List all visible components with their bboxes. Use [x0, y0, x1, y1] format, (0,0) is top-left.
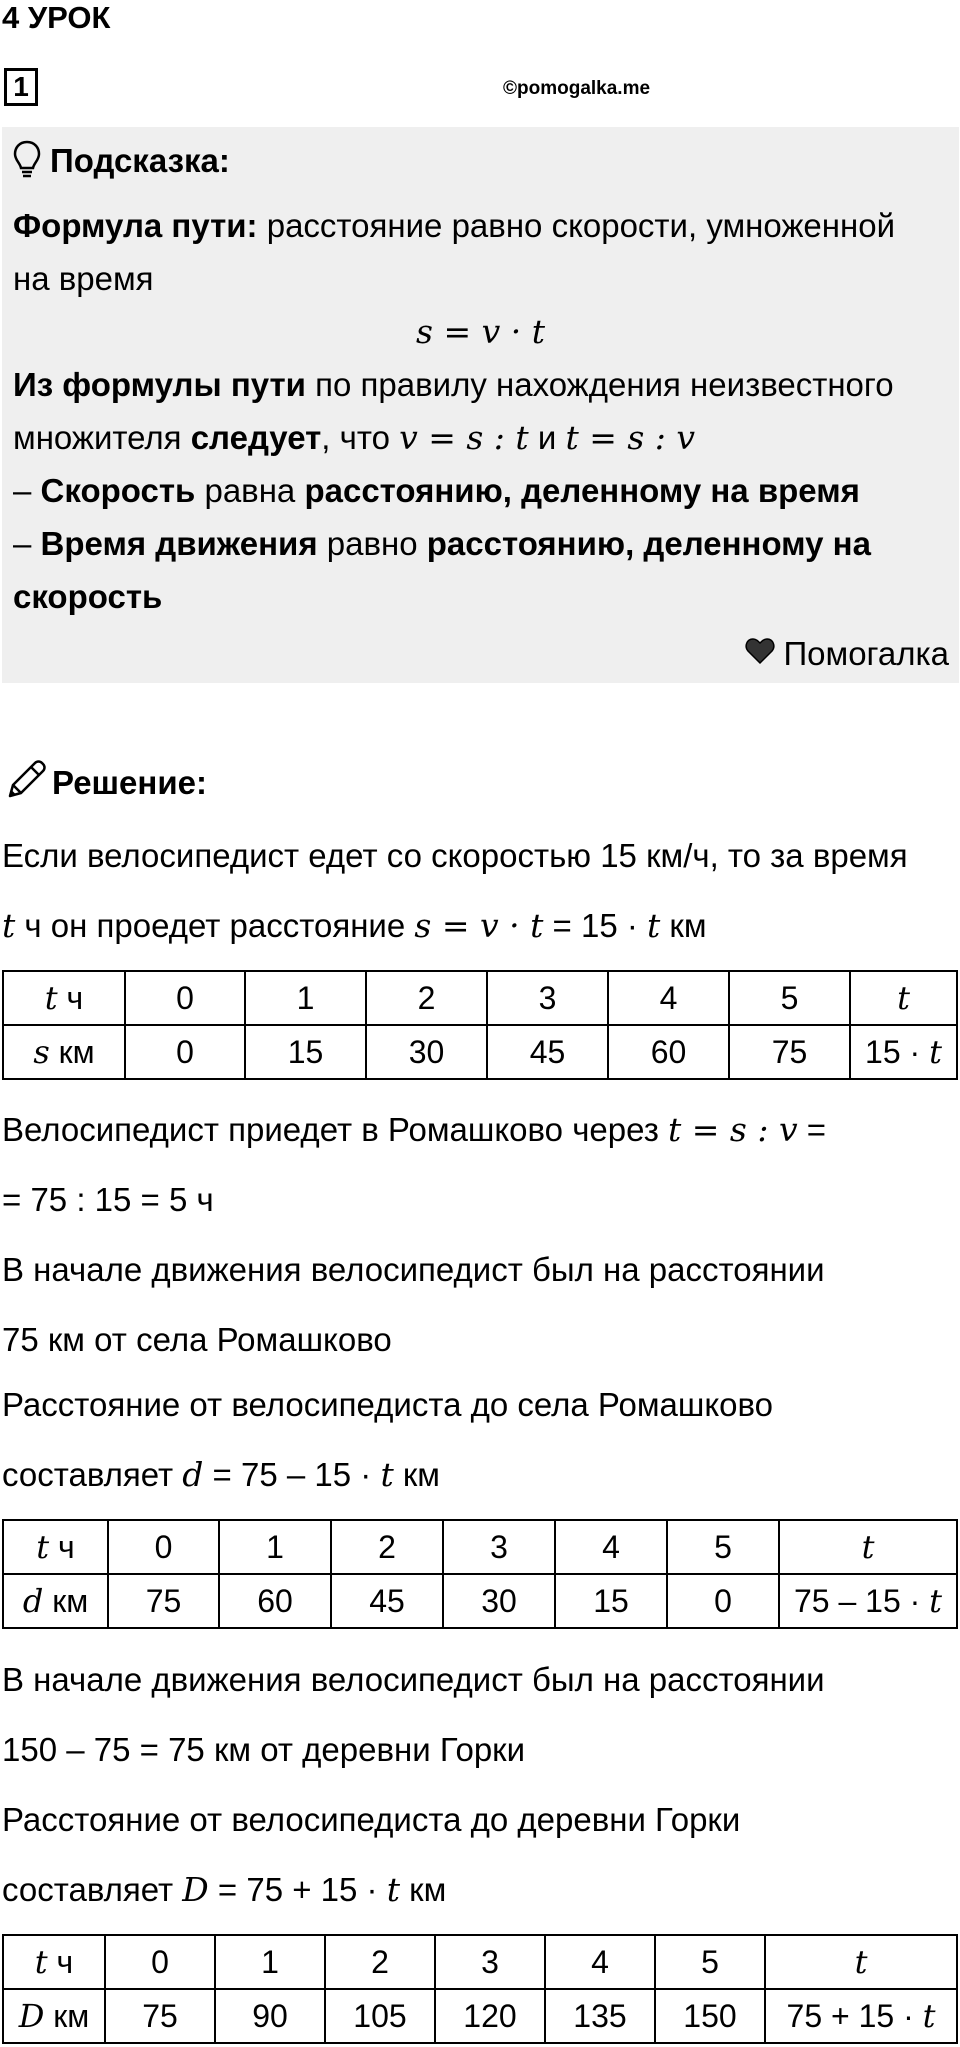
lightbulb-icon [12, 139, 42, 184]
table-cell: 15 · t [850, 1025, 957, 1079]
solution-p3: Велосипедист приедет в Ромашково через t = s : v = [2, 1110, 827, 1149]
table-cell: t ч [3, 971, 125, 1025]
table-cell: 15 [555, 1574, 667, 1628]
table-row [3, 971, 957, 1025]
solution-p2: t ч он проедет расстояние s = v · t = 15 · t км [2, 906, 707, 945]
hint-line-8: скорость [13, 578, 163, 615]
table-row [3, 1989, 957, 2043]
hint-title: Подсказка: [50, 142, 230, 179]
table-cell: 60 [608, 1025, 729, 1079]
table-row [3, 1025, 957, 1079]
hint-line-4: Из формулы пути по правилу нахождения неизвестного [13, 366, 894, 403]
table-cell: 2 [331, 1520, 443, 1574]
table-cell: 75 – 15 · t [779, 1574, 957, 1628]
heart-icon [745, 635, 775, 673]
table-distance-d [2, 1519, 958, 1629]
hint-header [12, 139, 230, 183]
table-cell: 3 [487, 971, 608, 1025]
table-cell: 1 [215, 1935, 325, 1989]
pencil-icon [4, 758, 48, 807]
table-cell: 3 [443, 1520, 555, 1574]
task-number: 1 [4, 68, 38, 106]
table-cell: 45 [331, 1574, 443, 1628]
table-cell: 0 [105, 1935, 215, 1989]
table-row [3, 1935, 957, 1989]
table-cell: 45 [487, 1025, 608, 1079]
table-cell: t [850, 971, 957, 1025]
table-cell: 105 [325, 1989, 435, 2043]
table-cell: 5 [667, 1520, 779, 1574]
table-cell: 30 [443, 1574, 555, 1628]
solution-p7: Расстояние от велосипедиста до села Ромашково [2, 1386, 774, 1423]
brand-label: Помогалка [783, 635, 949, 672]
table-cell: t ч [3, 1520, 108, 1574]
hint-box [2, 127, 959, 683]
table-cell: 75 [729, 1025, 850, 1079]
table-cell: t ч [3, 1935, 105, 1989]
table-cell: d км [3, 1574, 108, 1628]
table-cell: 75 + 15 · t [765, 1989, 957, 2043]
solution-p4: = 75 : 15 = 5 ч [2, 1181, 214, 1218]
table-distance-s [2, 970, 958, 1080]
table-cell: 30 [366, 1025, 487, 1079]
table-row [3, 1520, 957, 1574]
table-cell: D км [3, 1989, 105, 2043]
table-cell: t [765, 1935, 957, 1989]
table-cell: 120 [435, 1989, 545, 2043]
table-cell: 4 [608, 971, 729, 1025]
table-cell: 1 [245, 971, 366, 1025]
table-cell: 0 [125, 1025, 245, 1079]
table-cell: t [779, 1520, 957, 1574]
table-cell: 0 [108, 1520, 219, 1574]
watermark: ©pomogalka.me [503, 78, 651, 99]
table-cell: 0 [667, 1574, 779, 1628]
table-cell: 150 [655, 1989, 765, 2043]
table-cell: 4 [555, 1520, 667, 1574]
table-cell: 1 [219, 1520, 331, 1574]
table-distance-D [2, 1934, 958, 2044]
table-cell: 2 [325, 1935, 435, 1989]
solution-p10: 150 – 75 = 75 км от деревни Горки [2, 1731, 526, 1768]
table-cell: 0 [125, 971, 245, 1025]
hint-line-1: Формула пути: расстояние равно скорости, умноженной [13, 207, 896, 244]
hint-line-6: – Скорость равна расстоянию, деленному на время [13, 472, 860, 509]
hint-line-2: на время [13, 260, 154, 297]
table-cell: 60 [219, 1574, 331, 1628]
table-cell: 3 [435, 1935, 545, 1989]
hint-formula: s = v · t [416, 312, 545, 351]
solution-p11: Расстояние от велосипедиста до деревни Горки [2, 1801, 741, 1838]
table-cell: 15 [245, 1025, 366, 1079]
lesson-title: 4 УРОК [2, 0, 111, 35]
table-cell: s км [3, 1025, 125, 1079]
solution-header [4, 758, 207, 807]
table-cell: 75 [108, 1574, 219, 1628]
table-cell: 5 [655, 1935, 765, 1989]
table-cell: 2 [366, 971, 487, 1025]
solution-p8: составляет d = 75 – 15 · t км [2, 1455, 440, 1494]
table-cell: 75 [105, 1989, 215, 2043]
solution-title: Решение: [52, 763, 207, 801]
table-cell: 90 [215, 1989, 325, 2043]
solution-p6: 75 км от села Ромашково [2, 1321, 392, 1358]
solution-p9: В начале движения велосипедист был на расстоянии [2, 1661, 825, 1698]
table-cell: 5 [729, 971, 850, 1025]
solution-p12: составляет D = 75 + 15 · t км [2, 1870, 447, 1909]
brand [745, 635, 949, 673]
table-row [3, 1574, 957, 1628]
solution-p5: В начале движения велосипедист был на расстоянии [2, 1251, 825, 1288]
solution-p1: Если велосипедист едет со скоростью 15 км/ч, то за время [2, 837, 908, 874]
table-cell: 135 [545, 1989, 655, 2043]
hint-line-5: множителя следует, что v = s : t и t = s : v [13, 418, 696, 457]
hint-line-7: – Время движения равно расстоянию, деленному на [13, 525, 871, 562]
table-cell: 4 [545, 1935, 655, 1989]
